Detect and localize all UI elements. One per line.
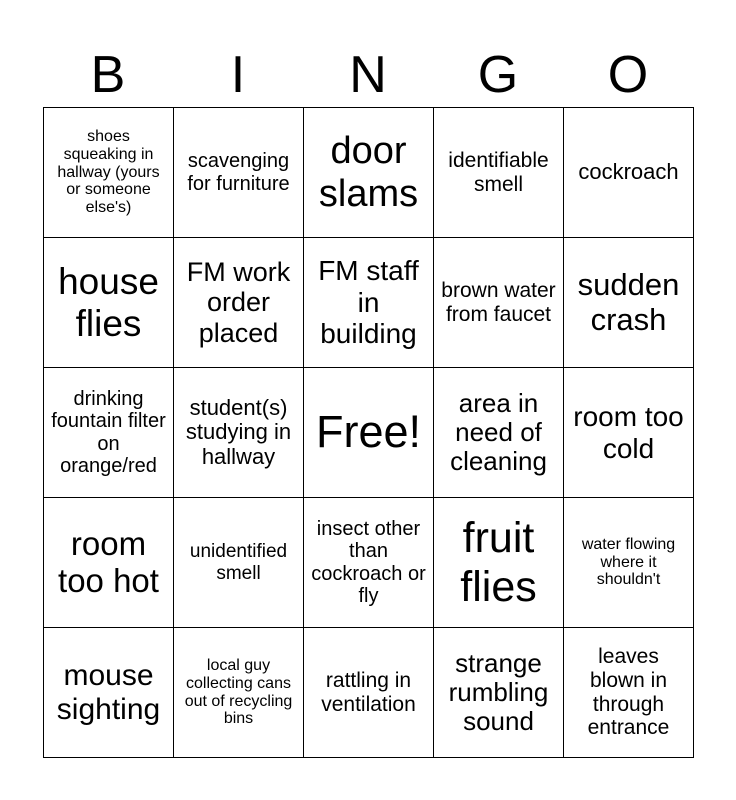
bingo-cell[interactable] (304, 238, 434, 368)
header-letter-n: N (349, 46, 387, 104)
bingo-cell-label: room too hot (58, 524, 159, 599)
bingo-cell-label: rattling in ventilation (321, 668, 416, 716)
bingo-cell-label: area in need of cleaning (450, 387, 547, 477)
bingo-cell[interactable] (44, 238, 174, 368)
bingo-cell-label: room too cold (573, 401, 684, 464)
bingo-cell[interactable] (304, 498, 434, 628)
header-letter-o: O (607, 46, 649, 104)
bingo-cell-label: local guy collecting cans out of recycling bins (184, 656, 293, 728)
bingo-cell[interactable] (44, 628, 174, 758)
bingo-cell[interactable] (44, 368, 174, 498)
bingo-cell[interactable] (564, 498, 694, 628)
bingo-cell-label: FM work order placed (186, 257, 291, 348)
bingo-cell-label: insect other than cockroach or fly (311, 517, 426, 607)
bingo-cell[interactable] (434, 238, 564, 368)
header-letter-b: B (90, 46, 126, 104)
bingo-cell[interactable] (174, 238, 304, 368)
bingo-cell-label: fruit flies (460, 514, 537, 611)
bingo-cell[interactable] (44, 498, 174, 628)
bingo-cell-free[interactable] (304, 368, 434, 498)
bingo-cell-label: house flies (58, 261, 159, 344)
bingo-cell[interactable] (304, 628, 434, 758)
bingo-cell[interactable] (434, 498, 564, 628)
bingo-cell[interactable] (564, 108, 694, 238)
bingo-board (43, 107, 694, 758)
bingo-cell[interactable] (174, 498, 304, 628)
bingo-cell-label: strange rumbling sound (448, 647, 549, 737)
bingo-cell-label: drinking fountain filter on orange/red (51, 387, 166, 477)
bingo-cell-label: student(s) studying in hallway (185, 394, 292, 469)
bingo-cell[interactable] (304, 108, 434, 238)
bingo-cell[interactable] (564, 238, 694, 368)
bingo-cell-label: identifiable smell (448, 148, 549, 196)
bingo-cell-label: FM staff in building (318, 255, 419, 350)
bingo-cell[interactable] (44, 108, 174, 238)
bingo-cell-label: water flowing where it shouldn't (581, 535, 676, 589)
bingo-cell-label: mouse sighting (56, 658, 161, 726)
bingo-cell-label: brown water from faucet (441, 278, 556, 326)
bingo-cell[interactable] (434, 628, 564, 758)
bingo-cell-label: scavenging for furniture (187, 150, 290, 195)
bingo-cell-label: door slams (318, 129, 419, 215)
bingo-cell-label: shoes squeaking in hallway (yours or someone else's) (57, 127, 160, 217)
bingo-cell-label: unidentified smell (189, 541, 288, 584)
bingo-cell[interactable] (564, 628, 694, 758)
bingo-cell[interactable] (564, 368, 694, 498)
bingo-cell-label: sudden crash (577, 266, 680, 337)
header-letter-i: I (230, 46, 246, 104)
bingo-cell-label: cockroach (578, 159, 679, 185)
bingo-cell[interactable] (174, 108, 304, 238)
bingo-cell[interactable] (434, 368, 564, 498)
bingo-header (43, 44, 693, 106)
bingo-cell[interactable] (174, 628, 304, 758)
bingo-cell[interactable] (174, 368, 304, 498)
bingo-cell-label: leaves blown in through entrance (587, 645, 670, 740)
bingo-cell-label: Free! (315, 406, 422, 458)
bingo-cell[interactable] (434, 108, 564, 238)
header-letter-g: G (477, 46, 519, 104)
